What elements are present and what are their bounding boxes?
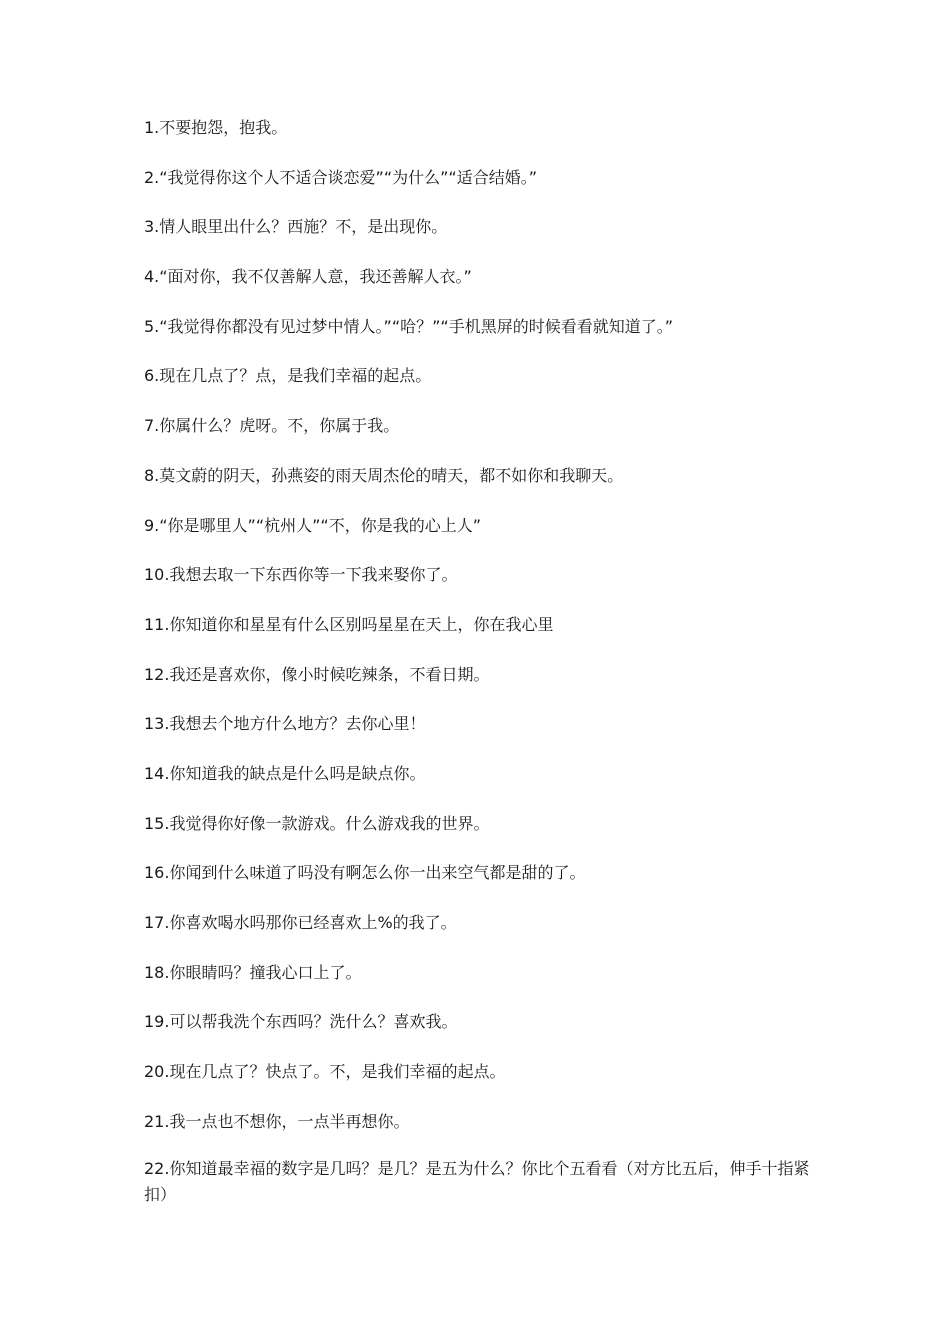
list-item: 22.你知道最幸福的数字是几吗？是几？是五为什么？你比个五看看（对方比五后，伸手十指紧扣） xyxy=(144,1159,810,1205)
list-item: 16.你闻到什么味道了吗没有啊怎么你一出来空气都是甜的了。 xyxy=(144,863,586,883)
list-item: 3.情人眼里出什么？西施？不，是出现你。 xyxy=(144,217,448,237)
list-item: 2.“我觉得你这个人不适合谈恋爱”“为什么”“适合结婚。” xyxy=(144,167,538,187)
list-item: 15.我觉得你好像一款游戏。什么游戏我的世界。 xyxy=(144,813,490,833)
list-item: 14.你知道我的缺点是什么吗是缺点你。 xyxy=(144,763,426,783)
list-item: 10.我想去取一下东西你等一下我来娶你了。 xyxy=(144,565,458,585)
list-item: 12.我还是喜欢你，像小时候吃辣条，不看日期。 xyxy=(144,664,490,684)
list-item: 18.你眼睛吗？撞我心口上了。 xyxy=(144,962,362,982)
list-item: 11.你知道你和星星有什么区别吗星星在天上，你在我心里 xyxy=(144,614,554,634)
list-item: 19.可以帮我洗个东西吗？洗什么？喜欢我。 xyxy=(144,1012,458,1032)
list-item: 1.不要抱怨，抱我。 xyxy=(144,118,288,137)
list-item: 6.现在几点了？点，是我们幸福的起点。 xyxy=(144,366,432,386)
text-list xyxy=(144,114,814,1230)
list-item: 4.“面对你，我不仅善解人意，我还善解人衣。” xyxy=(144,267,472,287)
list-item: 17.你喜欢喝水吗那你已经喜欢上%的我了。 xyxy=(144,913,457,932)
list-item: 5.“我觉得你都没有见过梦中情人。”“哈？”“手机黑屏的时候看看就知道了。” xyxy=(144,316,674,336)
list-item: 13.我想去个地方什么地方？去你心里！ xyxy=(144,714,426,734)
list-item: 9.“你是哪里人”“杭州人”“不，你是我的心上人” xyxy=(144,515,482,535)
list-item: 7.你属什么？虎呀。不，你属于我。 xyxy=(144,416,400,436)
list-item: 20.现在几点了？快点了。不，是我们幸福的起点。 xyxy=(144,1062,506,1082)
list-item: 8.莫文蔚的阴天，孙燕姿的雨天周杰伦的晴天，都不如你和我聊天。 xyxy=(144,465,624,485)
list-item: 21.我一点也不想你，一点半再想你。 xyxy=(144,1111,410,1131)
